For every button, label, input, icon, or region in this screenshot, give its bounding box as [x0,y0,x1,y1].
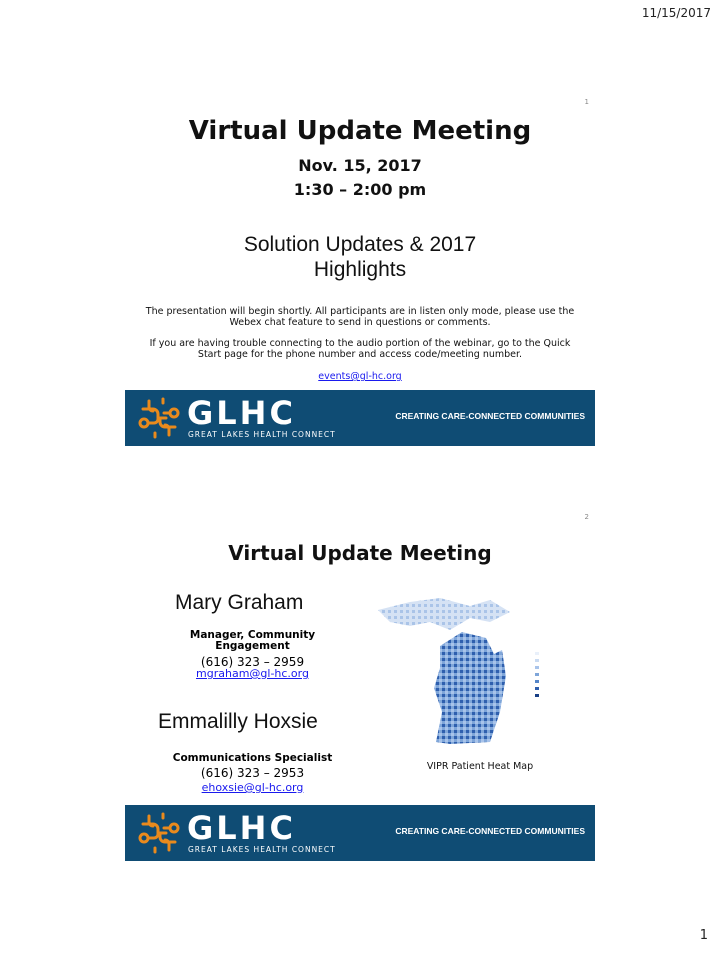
slide-number: 2 [584,513,589,521]
brand-tagline: CREATING CARE-CONNECTED COMMUNITIES [395,411,585,421]
slide-number: 1 [584,98,589,106]
meeting-date: Nov. 15, 2017 [298,156,422,175]
listen-only-note: The presentation will begin shortly. All participants are in listen only mode, please use the Webex chat feature to send in questions or comments. [145,306,575,328]
glhc-logo-icon [135,395,183,441]
slide-1 [125,92,595,446]
solution-heading [125,232,595,282]
logo-wordmark: GLHC [187,809,296,847]
contact-name: Emmalilly Hoxsie [158,710,318,733]
brand-banner [125,390,595,446]
slide-2 [125,507,595,861]
map-caption: VIPR Patient Heat Map [426,761,534,772]
contact-phone: (616) 323 – 2953 [200,766,305,780]
header-date: 11/15/2017 [641,6,711,20]
solution-line-1: Solution Updates & 2017 [243,233,477,256]
page-number: 1 [699,928,708,943]
michigan-heat-map-icon [370,592,590,762]
slide-title: Virtual Update Meeting [188,116,532,146]
solution-line-2: Highlights [313,258,407,281]
contact-email-link[interactable]: ehoxsie@gl-hc.org [201,781,304,794]
logo-wordmark: GLHC [187,394,296,432]
logo-subtitle: GREAT LAKES HEALTH CONNECT [188,430,336,439]
events-email-link[interactable]: events@gl-hc.org [318,371,402,382]
contact-phone: (616) 323 – 2959 [200,655,305,669]
contact-role: Manager, Community Engagement [189,629,316,652]
brand-tagline: CREATING CARE-CONNECTED COMMUNITIES [395,826,585,836]
slide-title: Virtual Update Meeting [228,541,492,565]
contact-email-link[interactable]: mgraham@gl-hc.org [196,667,309,680]
meeting-time: 1:30 – 2:00 pm [293,180,427,199]
glhc-logo-icon [135,810,183,856]
logo-subtitle: GREAT LAKES HEALTH CONNECT [188,845,336,854]
audio-help-note: If you are having trouble connecting to the audio portion of the webinar, go to the Quick Start page for the phone number and access code/meeting number. [149,338,571,360]
contact-name: Mary Graham [175,591,304,614]
contact-role: Communications Specialist [172,752,333,764]
brand-banner [125,805,595,861]
